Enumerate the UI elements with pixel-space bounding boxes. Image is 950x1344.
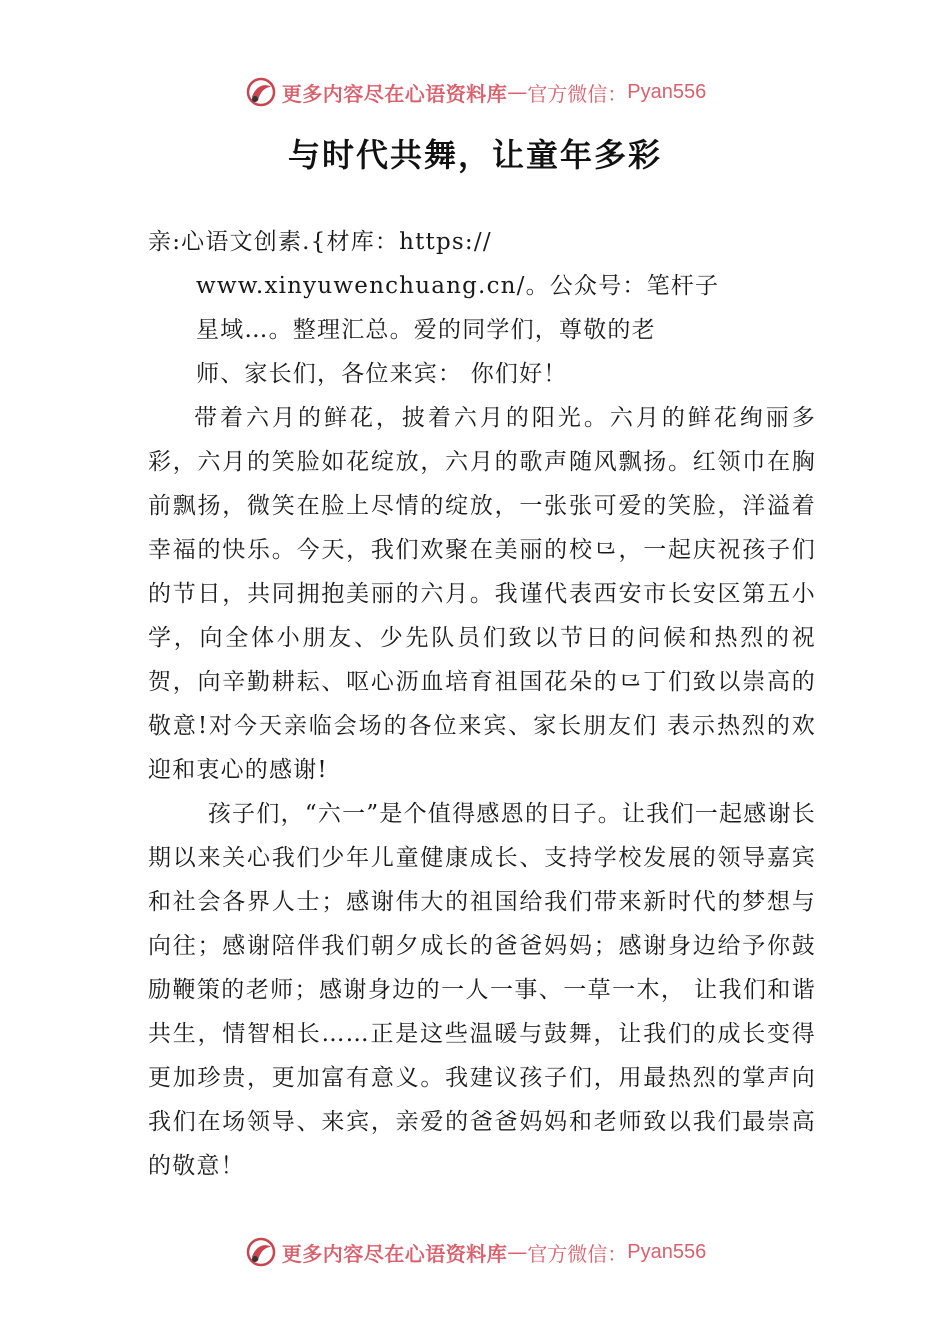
banner-brand-text: 更多内容尽在心语资料库 [281, 81, 508, 106]
banner-wechat-label: 官方微信： [527, 81, 628, 106]
footer-brand-text: 更多内容尽在心语资料库 [281, 1241, 508, 1266]
document-body [148, 220, 816, 1188]
body-paragraph-2: 孩子们，“六一”是个值得感恩的日子。让我们一起感谢长期以来关心我们少年儿童健康成长、支持学校发展的领导嘉宾和社会各界人士；感谢伟大的祖国给我们带来新时代的梦想与向往；感谢陪伴我们朝夕成长的爸爸妈妈；感谢身边给予你鼓励鞭策的老师；感谢身边的一人一事、一草一木， 让我们和谐共生，情智相长……正是这些温暖与鼓舞，让我们的成长变得更加珍贵，更加富有意义。我建议孩子们，用最热烈的掌声向我们在场领导、来宾，亲爱的爸爸妈妈和老师致以我们最崇高的敬意！ [148, 801, 816, 1179]
page-title: 与时代共舞，让童年多彩 [287, 136, 662, 174]
banner-wechat-id: Pyan556 [627, 80, 707, 103]
footer-wechat-id: Pyan556 [627, 1240, 707, 1263]
salutation-line-3: 星域…。整理汇总。爱的同学们，尊敬的老 [196, 317, 656, 343]
salutation-line-1: 亲:心语文创素.{材库：https:// [148, 229, 492, 255]
salutation-line-2: www.xinyuwenchuang.cn/。公众号：笔杆子 [196, 273, 720, 299]
footer-dash: — [507, 1240, 528, 1264]
brand-logo-icon [244, 75, 278, 109]
body-paragraph-1: 带着六月的鲜花，披着六月的阳光。六月的鲜花绚丽多彩，六月的笑脸如花绽放，六月的歌声随风飘扬。红领巾在胸前飘扬，微笑在脸上尽情的绽放，一张张可爱的笑脸，洋溢着幸福的快乐。今天，我们欢聚在美丽的校⺋，一起庆祝孩子们的节日，共同拥抱美丽的六月。我谨代表西安市长安区第五小学，向全体小朋友、少先队员们致以节日的问候和热烈的祝贺，向辛勤耕耘、呕心沥血培育祖国花朵的⺋丁们致以崇高的敬意!对今天亲临会场的各位来宾、家长朋友们 表示热烈的欢迎和衷心的感谢! [148, 405, 816, 783]
footer-wechat-label: 官方微信： [527, 1241, 628, 1266]
footer-banner [0, 1232, 950, 1272]
header-banner [0, 72, 950, 112]
brand-logo-icon [244, 1235, 278, 1269]
salutation-line-4: 师、家长们，各位来宾： 你们好！ [196, 361, 568, 387]
banner-dash: — [507, 80, 528, 104]
salutation [148, 220, 816, 396]
